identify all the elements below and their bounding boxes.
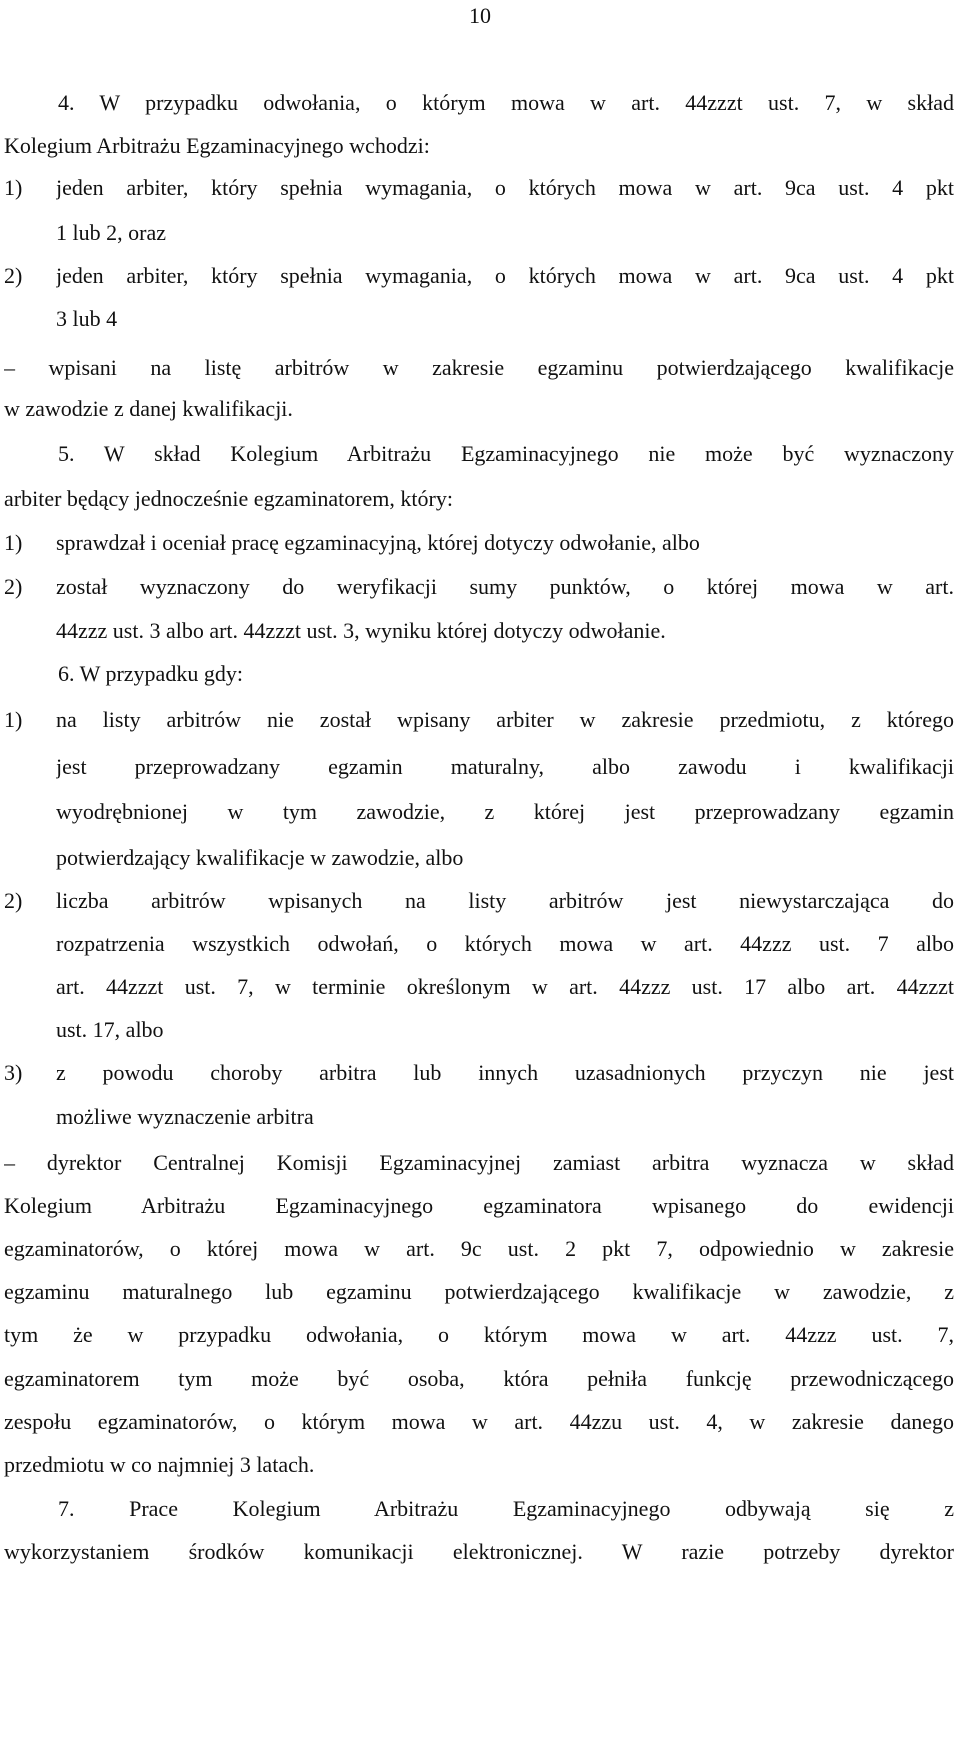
- line-text: – dyrektor Centralnej Komisji Egzaminacyjnej zamiast arbitra wyznacza w skład: [4, 1150, 954, 1175]
- list-item-line: [4, 574, 954, 600]
- list-number: 1): [4, 707, 23, 732]
- line-text: w zawodzie z danej kwalifikacji.: [4, 396, 293, 421]
- line-text: wyodrębnionej w tym zawodzie, z której jest przeprowadzany egzamin: [56, 799, 954, 824]
- paragraph-line: [58, 441, 954, 467]
- line-text: na listy arbitrów nie został wpisany arbiter w zakresie przedmiotu, z którego: [56, 707, 954, 732]
- line-text: jest przeprowadzany egzamin maturalny, albo zawodu i kwalifikacji: [56, 754, 954, 779]
- list-item-line: [4, 1060, 954, 1086]
- line-text: 1 lub 2, oraz: [56, 220, 166, 245]
- paragraph-line: [56, 799, 954, 825]
- line-text: 3 lub 4: [56, 306, 118, 331]
- line-text: przedmiotu w co najmniej 3 latach.: [4, 1452, 315, 1477]
- list-item-line: [4, 707, 954, 733]
- paragraph-line: [4, 1409, 954, 1435]
- line-text: możliwe wyznaczenie arbitra: [56, 1104, 314, 1129]
- paragraph-line: [58, 90, 954, 116]
- line-text: Kolegium Arbitrażu Egzaminacyjnego wchodzi:: [4, 133, 430, 158]
- line-text: wykorzystaniem środków komunikacji elektronicznej. W razie potrzeby dyrektor: [4, 1539, 954, 1564]
- line-text: jeden arbiter, który spełnia wymagania, o których mowa w art. 9ca ust. 4 pkt: [56, 175, 954, 200]
- paragraph-line: [56, 1017, 954, 1043]
- list-item-line: [4, 263, 954, 289]
- line-text: 5. W skład Kolegium Arbitrażu Egzaminacyjnego nie może być wyznaczony: [58, 441, 954, 466]
- line-text: sprawdzał i oceniał pracę egzaminacyjną, której dotyczy odwołanie, albo: [56, 530, 700, 555]
- line-text: 4. W przypadku odwołania, o którym mowa w art. 44zzzt ust. 7, w skład: [58, 90, 954, 115]
- paragraph-line: [4, 1539, 954, 1565]
- page-number: 10: [469, 3, 491, 28]
- list-number: 1): [4, 530, 23, 555]
- paragraph-line: [4, 396, 954, 422]
- line-text: z powodu choroby arbitra lub innych uzasadnionych przyczyn nie jest: [56, 1060, 954, 1085]
- paragraph-line: [56, 618, 954, 644]
- line-text: egzaminatorem tym może być osoba, która pełniła funkcję przewodniczącego: [4, 1366, 954, 1391]
- list-item-line: [4, 530, 954, 556]
- paragraph-line: [4, 1193, 954, 1219]
- line-text: tym że w przypadku odwołania, o którym mowa w art. 44zzz ust. 7,: [4, 1322, 954, 1347]
- paragraph-line: [4, 1366, 954, 1392]
- paragraph-line: [4, 1150, 954, 1176]
- paragraph-line: [4, 133, 954, 159]
- paragraph-line: [58, 661, 954, 687]
- list-number: 2): [4, 888, 23, 913]
- paragraph-line: [56, 754, 954, 780]
- paragraph-line: [56, 845, 954, 871]
- line-text: zespołu egzaminatorów, o którym mowa w art. 44zzu ust. 4, w zakresie danego: [4, 1409, 954, 1434]
- line-text: 44zzz ust. 3 albo art. 44zzzt ust. 3, wyniku której dotyczy odwołanie.: [56, 618, 666, 643]
- paragraph-line: [4, 1236, 954, 1262]
- paragraph-line: [56, 931, 954, 957]
- line-text: egzaminu maturalnego lub egzaminu potwierdzającego kwalifikacje w zawodzie, z: [4, 1279, 954, 1304]
- list-number: 1): [4, 175, 23, 200]
- paragraph-line: [56, 220, 954, 246]
- line-text: rozpatrzenia wszystkich odwołań, o których mowa w art. 44zzz ust. 7 albo: [56, 931, 954, 956]
- paragraph-line: [58, 1496, 954, 1522]
- list-number: 2): [4, 574, 23, 599]
- line-text: arbiter będący jednocześnie egzaminatorem, który:: [4, 486, 453, 511]
- paragraph-line: [56, 1104, 954, 1130]
- list-number: 2): [4, 263, 23, 288]
- list-number: 3): [4, 1060, 23, 1085]
- paragraph-line: [4, 355, 954, 381]
- paragraph-line: [4, 1452, 954, 1478]
- line-text: 7. Prace Kolegium Arbitrażu Egzaminacyjnego odbywają się z: [58, 1496, 954, 1521]
- line-text: został wyznaczony do weryfikacji sumy punktów, o której mowa w art.: [56, 574, 954, 599]
- line-text: potwierdzający kwalifikacje w zawodzie, albo: [56, 845, 464, 870]
- line-text: egzaminatorów, o której mowa w art. 9c ust. 2 pkt 7, odpowiednio w zakresie: [4, 1236, 954, 1261]
- line-text: liczba arbitrów wpisanych na listy arbitrów jest niewystarczająca do: [56, 888, 954, 913]
- paragraph-line: [56, 306, 954, 332]
- paragraph-line: [4, 486, 954, 512]
- line-text: Kolegium Arbitrażu Egzaminacyjnego egzaminatora wpisanego do ewidencji: [4, 1193, 954, 1218]
- paragraph-line: [56, 974, 954, 1000]
- paragraph-line: [4, 1279, 954, 1305]
- line-text: ust. 17, albo: [56, 1017, 164, 1042]
- line-text: jeden arbiter, który spełnia wymagania, o których mowa w art. 9ca ust. 4 pkt: [56, 263, 954, 288]
- list-item-line: [4, 888, 954, 914]
- paragraph-line: [4, 1322, 954, 1348]
- line-text: art. 44zzzt ust. 7, w terminie określonym w art. 44zzz ust. 17 albo art. 44zzzt: [56, 974, 954, 999]
- list-item-line: [4, 175, 954, 201]
- line-text: – wpisani na listę arbitrów w zakresie egzaminu potwierdzającego kwalifikacje: [4, 355, 954, 380]
- line-text: 6. W przypadku gdy:: [58, 661, 243, 686]
